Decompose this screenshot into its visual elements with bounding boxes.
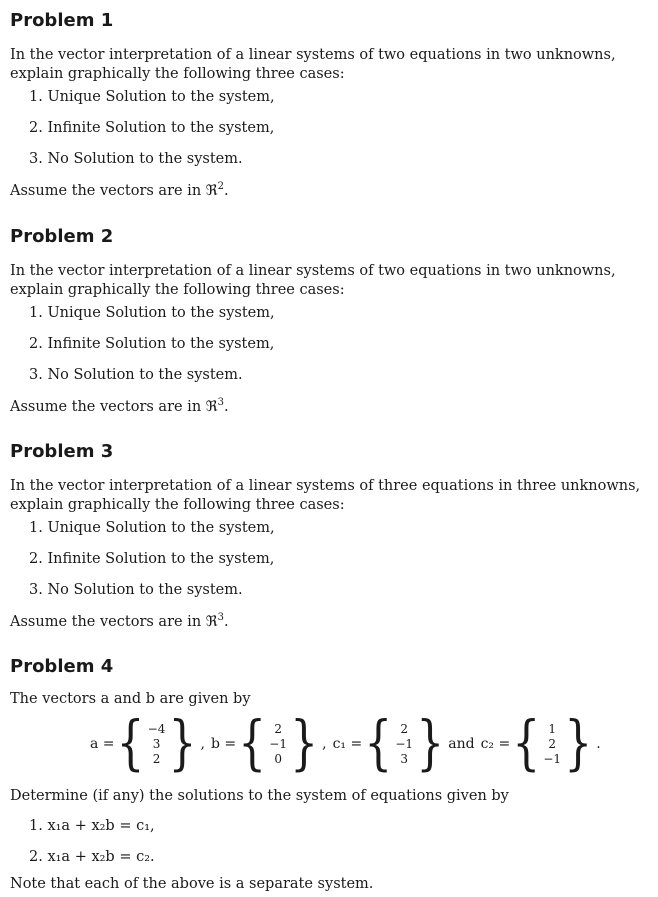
problem-intro: In the vector interpretation of a linear systems of three equations in three unknowns, explain graphically the following three cases: — [10, 478, 641, 513]
right-brace: } — [564, 708, 593, 778]
list-item: 3. No Solution to the system. — [29, 151, 243, 167]
list-item: 2. Infinite Solution to the system, — [29, 551, 275, 567]
problem-4 — [10, 656, 650, 892]
list-item: 2. Infinite Solution to the system, — [29, 120, 275, 136]
assumption: Assume the vectors are in ℜ$^2$. — [10, 181, 229, 199]
determine-text: Determine (if any) the solutions to the system of equations given by — [10, 788, 509, 804]
left-brace: { — [238, 708, 267, 778]
vector-label: c₁ = — [332, 736, 363, 752]
vector-definitions: a = { −4 3 2 } , b = { 2 −1 0 } , c₁ = { 2 −1 3 } and c₂ = { 1 2 −1 } . — [90, 708, 601, 778]
list-item: 2. Infinite Solution to the system, — [29, 336, 275, 352]
problem-title: Problem 2 — [10, 226, 114, 247]
problem-title: Problem 3 — [10, 441, 114, 462]
left-brace: { — [364, 708, 393, 778]
vector-label: b = — [210, 736, 237, 752]
assumption: Assume the vectors are in ℜ$^3$. — [10, 397, 229, 415]
problem-1 — [10, 10, 650, 201]
list-item: 1. Unique Solution to the system, — [29, 520, 275, 536]
left-brace: { — [116, 708, 145, 778]
assumption: Assume the vectors are in ℜ$^3$. — [10, 612, 229, 630]
right-brace: } — [290, 708, 319, 778]
list-item: 1. x₁a + x₂b = c₁, — [29, 818, 155, 834]
list-item: 2. x₁a + x₂b = c₂. — [29, 849, 155, 865]
problem-intro: In the vector interpretation of a linear systems of two equations in two unknowns, explain graphically the following three cases: — [10, 47, 616, 82]
problem-intro: The vectors a and b are given by — [10, 691, 251, 707]
problem-intro: In the vector interpretation of a linear systems of two equations in two unknowns, explain graphically the following three cases: — [10, 263, 616, 298]
problem-title: Problem 4 — [10, 656, 114, 677]
list-item: 3. No Solution to the system. — [29, 582, 243, 598]
vector-column: 1 2 −1 — [543, 721, 562, 766]
list-item: 1. Unique Solution to the system, — [29, 89, 275, 105]
problem-title: Problem 1 — [10, 10, 114, 31]
vector-column: −4 3 2 — [147, 721, 166, 766]
right-brace: } — [168, 708, 197, 778]
list-item: 1. Unique Solution to the system, — [29, 305, 275, 321]
note-text: Note that each of the above is a separate system. — [10, 876, 374, 892]
problem-2 — [10, 226, 650, 417]
vector-column: 2 −1 0 — [269, 721, 287, 766]
list-item: 3. No Solution to the system. — [29, 367, 243, 383]
vector-column: 2 −1 3 — [395, 721, 414, 766]
vector-label: a = — [90, 736, 115, 752]
vector-label: c₂ = — [480, 736, 511, 752]
problem-3 — [10, 441, 650, 632]
left-brace: { — [512, 708, 541, 778]
right-brace: } — [416, 708, 445, 778]
